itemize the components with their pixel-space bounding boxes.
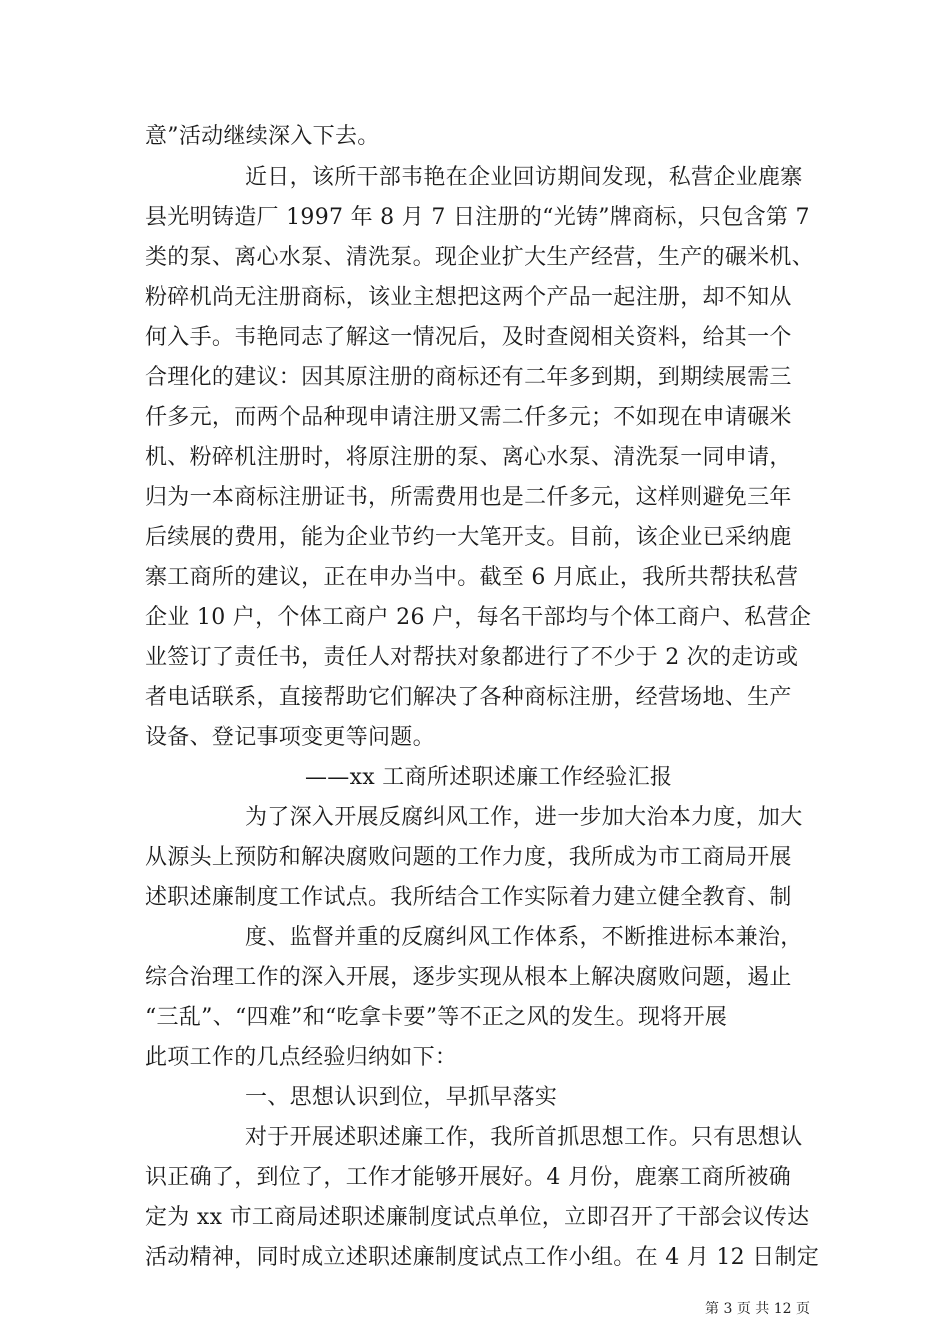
text-line: 归为一本商标注册证书，所需费用也是二仟多元，这样则避免三年: [145, 485, 792, 510]
text-line: 活动精神，同时成立述职述廉制度试点工作小组。在 4 月 12 日制定: [145, 1245, 820, 1270]
paragraph-first-line: 为了深入开展反腐纠风工作，进一步加大治本力度，加大: [245, 805, 803, 830]
section-heading: 一、思想认识到位，早抓早落实: [245, 1085, 558, 1110]
text-line: 业签订了责任书，责任人对帮扶对象都进行了不少于 2 次的走访或: [145, 645, 799, 670]
text-line: 从源头上预防和解决腐败问题的工作力度，我所成为市工商局开展: [145, 845, 792, 870]
text-line: 仟多元，而两个品种现申请注册又需二仟多元；不如现在申请碾米: [145, 405, 792, 430]
text-line: “三乱”、“四难”和“吃拿卡要”等不正之风的发生。现将开展: [145, 1005, 728, 1030]
text-line: 县光明铸造厂 1997 年 8 月 7 日注册的“光铸”牌商标，只包含第 7: [145, 205, 810, 230]
text-line: 寨工商所的建议，正在申办当中。截至 6 月底止，我所共帮扶私营: [145, 565, 799, 590]
text-line: 综合治理工作的深入开展，逐步实现从根本上解决腐败问题，遏止: [145, 965, 792, 990]
text-line: 者电话联系，直接帮助它们解决了各种商标注册，经营场地、生产: [145, 685, 792, 710]
text-line: 述职述廉制度工作试点。我所结合工作实际着力建立健全教育、制: [145, 885, 792, 910]
text-line: 合理化的建议：因其原注册的商标还有二年多到期，到期续展需三: [145, 365, 792, 390]
paragraph-first-line: 对于开展述职述廉工作，我所首抓思想工作。只有思想认: [245, 1125, 803, 1150]
text-line: 何入手。韦艳同志了解这一情况后，及时查阅相关资料，给其一个: [145, 325, 792, 350]
text-line: 企业 10 户，个体工商户 26 户，每名干部均与个体工商户、私营企: [145, 605, 812, 630]
text-line: 机、粉碎机注册时，将原注册的泵、离心水泵、清洗泵一同申请，: [145, 445, 792, 470]
text-line: 粉碎机尚无注册商标，该业主想把这两个产品一起注册，却不知从: [145, 285, 792, 310]
page-number-footer: 第 3 页 共 12 页: [705, 1301, 810, 1317]
section-title: ——xx 工商所述职述廉工作经验汇报: [305, 765, 673, 790]
text-line: 类的泵、离心水泵、清洗泵。现企业扩大生产经营，生产的碾米机、: [145, 245, 815, 270]
paragraph-first-line: 度、监督并重的反腐纠风工作体系，不断推进标本兼治，: [245, 925, 803, 950]
text-line: 设备、登记事项变更等问题。: [145, 725, 435, 750]
paragraph-first-line: 近日，该所干部韦艳在企业回访期间发现，私营企业鹿寨: [245, 165, 803, 190]
text-line: 后续展的费用，能为企业节约一大笔开支。目前，该企业已采纳鹿: [145, 525, 792, 550]
text-line: 定为 xx 市工商局述职述廉制度试点单位，立即召开了干部会议传达: [145, 1205, 810, 1230]
text-line: 意”活动继续深入下去。: [145, 124, 380, 149]
text-line: 识正确了，到位了，工作才能够开展好。4 月份，鹿寨工商所被确: [145, 1165, 791, 1190]
text-line: 此项工作的几点经验归纳如下：: [145, 1045, 458, 1070]
